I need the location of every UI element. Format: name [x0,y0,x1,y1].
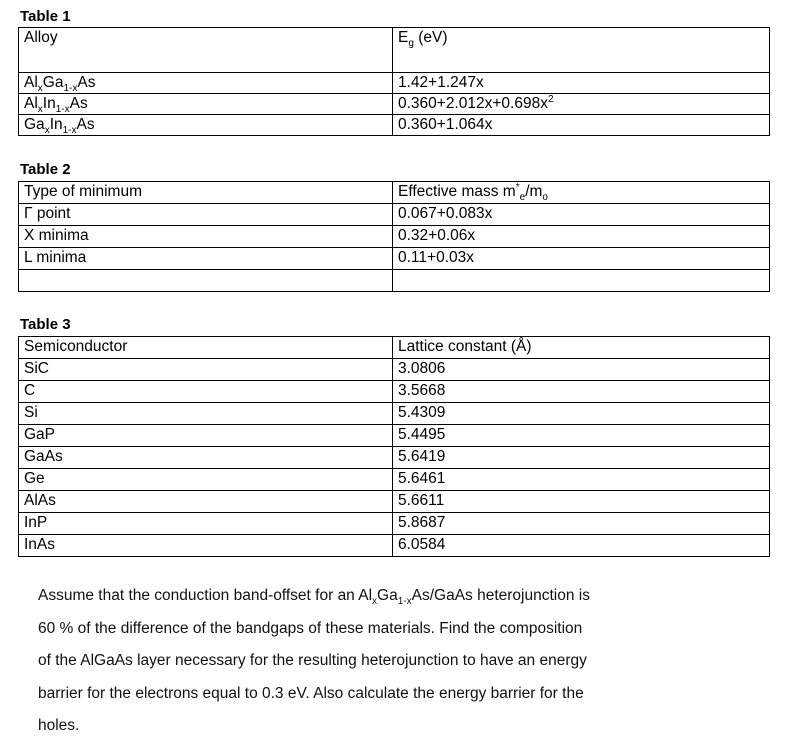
table-row [19,73,770,94]
table-row [19,535,770,557]
table3 [18,336,770,557]
table1-header-eg [393,28,770,73]
lattice-cell: 5.6611 [393,491,770,513]
table1-title: Table 1 [20,8,71,25]
type-cell: X minima [19,226,393,248]
problem-line-3: of the AlGaAs layer necessary for the resulting heterojunction to have an energy [38,652,587,669]
table2-header-row [19,182,770,204]
table3-header-lattice: Lattice constant (Å) [393,337,770,359]
alloy-cell: $Al_xIn_{1-x}As$ [19,94,393,115]
table-row [19,115,770,136]
type-cell [19,270,393,292]
lattice-cell: 5.4309 [393,403,770,425]
lattice-cell: 5.8687 [393,513,770,535]
table-row [19,94,770,115]
mass-cell: 0.32+0.06x [393,226,770,248]
problem-line-1: Assume that the conduction band-offset for an $Al_xGa_{1-x}As$/GaAs heterojunction is [38,587,590,608]
semi-cell: C [19,381,393,403]
type-cell: L minima [19,248,393,270]
table-row [19,447,770,469]
semi-cell: GaP [19,425,393,447]
table-row [19,425,770,447]
table-row-empty [19,270,770,292]
type-cell: Γ point [19,204,393,226]
mass-cell: 0.11+0.03x [393,248,770,270]
problem-line-5: holes. [38,717,80,734]
table-row [19,491,770,513]
semi-cell: InP [19,513,393,535]
alloy-cell: $Al_xGa_{1-x}As$ [19,73,393,94]
mass-cell [393,270,770,292]
lattice-cell: 5.6461 [393,469,770,491]
table1-header-alloy: Alloy [19,28,393,73]
problem-line-2: 60 % of the difference of the bandgaps of these materials. Find the composition [38,619,583,637]
table3-header-row [19,337,770,359]
eg-cell: $0.360+2.012x+0.698x^2$ [393,94,770,115]
table-row [19,403,770,425]
table-row [19,469,770,491]
lattice-cell: 3.5668 [393,381,770,403]
table-row [19,248,770,270]
table-row [19,381,770,403]
mass-cell: 0.067+0.083x [393,204,770,226]
eg-cell: 0.360+1.064x [393,115,770,136]
eg-label: $E_g$ (eV) [398,29,448,50]
lattice-cell: 6.0584 [393,535,770,557]
table-row [19,359,770,381]
table2-title: Table 2 [20,161,71,178]
semi-cell: InAs [19,535,393,557]
semi-cell: SiC [19,359,393,381]
lattice-cell: 5.4495 [393,425,770,447]
table2-header-type: Type of minimum [19,182,393,204]
table3-title: Table 3 [20,316,71,333]
lattice-cell: 5.6419 [393,447,770,469]
table2-header-mass: Effective mass $m^*_e/m_o$ [393,182,770,204]
lattice-cell: 3.0806 [393,359,770,381]
table-row [19,513,770,535]
table-row [19,204,770,226]
table3-header-semi: Semiconductor [19,337,393,359]
problem-statement [38,580,758,743]
table2 [18,181,770,292]
eg-cell: 1.42+1.247x [393,73,770,94]
alloy-cell: $Ga_xIn_{1-x}As$ [19,115,393,136]
table1-header-row [19,28,770,73]
semi-cell: Si [19,403,393,425]
problem-line-4: barrier for the electrons equal to 0.3 eV. Also calculate the energy barrier for the [38,684,584,702]
semi-cell: Ge [19,469,393,491]
table-row [19,226,770,248]
table1 [18,27,770,136]
semi-cell: AlAs [19,491,393,513]
semi-cell: GaAs [19,447,393,469]
